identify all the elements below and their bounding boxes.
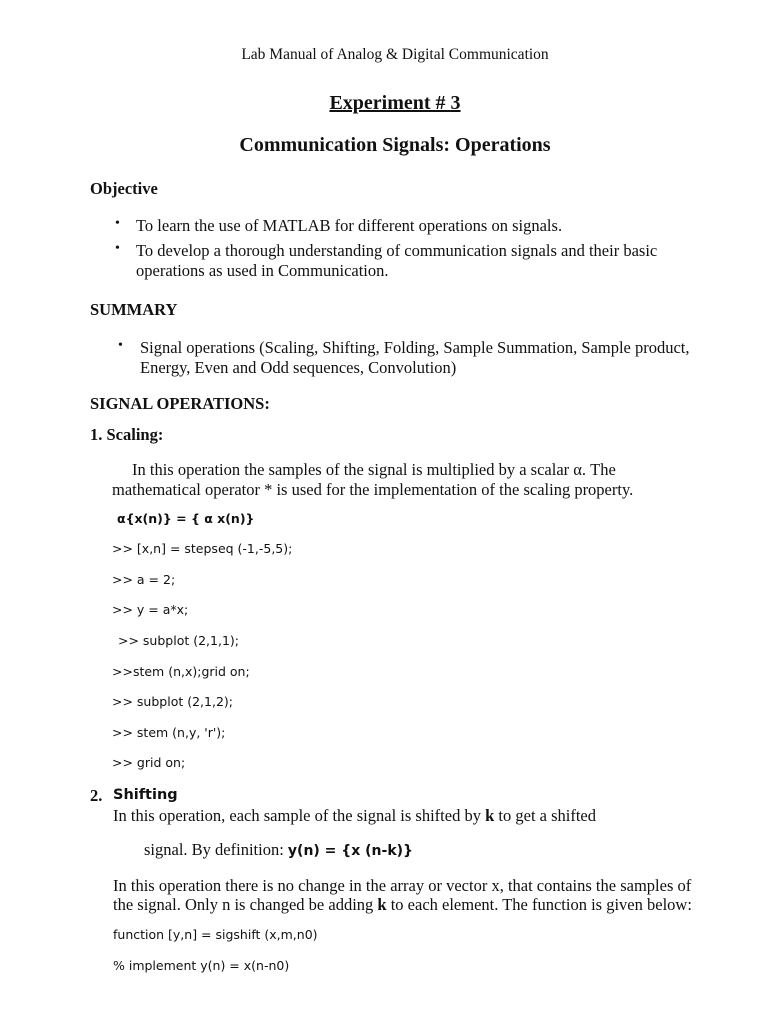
code-line: >> [x,n] = stepseq (-1,-5,5); [112, 541, 293, 556]
objective-bullet-2-line2: operations as used in Communication. [136, 261, 389, 280]
code-line: >> grid on; [112, 755, 186, 770]
scaling-formula: α{x(n)} = { α x(n)} [117, 511, 255, 526]
code-line: >> subplot (2,1,2); [112, 694, 233, 709]
text-run: to each element. The function is given below: [386, 895, 692, 914]
shifting-heading: Shifting [113, 787, 178, 803]
text-run: In this operation, each sample of the signal is shifted by [113, 806, 486, 825]
code-line: >> a = 2; [112, 572, 176, 587]
scaling-paragraph-line1: In this operation the samples of the signal is multiplied by a scalar α. The [132, 460, 616, 479]
text-run: to get a shifted [494, 806, 597, 825]
code-line: function [y,n] = sigshift (x,m,n0) [113, 927, 318, 942]
shifting-paragraph-2-line1: In this operation there is no change in the array or vector x, that contains the samples of [113, 876, 692, 895]
code-line: >> y = a*x; [112, 602, 189, 617]
symbol-k: k [485, 806, 495, 825]
objective-bullet-1: To learn the use of MATLAB for different operations on signals. [136, 216, 563, 235]
code-line: >> subplot (2,1,1); [118, 633, 239, 648]
running-header: Lab Manual of Analog & Digital Communication [241, 46, 549, 63]
code-line: % implement y(n) = x(n-n0) [113, 958, 290, 973]
shifting-paragraph-2-line2 [113, 895, 692, 915]
signal-operations-heading: SIGNAL OPERATIONS: [90, 394, 270, 413]
text-run: signal. By definition: [144, 840, 288, 859]
code-line: >>stem (n,x);grid on; [112, 664, 250, 679]
bullet-icon: • [115, 241, 120, 256]
bullet-icon: • [118, 338, 123, 353]
document-title: Communication Signals: Operations [239, 134, 551, 156]
scaling-heading: 1. Scaling: [90, 425, 164, 444]
experiment-number: 3 [450, 92, 461, 114]
objective-heading: Objective [90, 179, 158, 198]
experiment-heading [0, 92, 768, 115]
scaling-paragraph-line2: mathematical operator * is used for the implementation of the scaling property. [112, 480, 634, 499]
bullet-icon: • [115, 216, 120, 231]
symbol-k: k [377, 895, 387, 914]
summary-heading: SUMMARY [90, 300, 178, 319]
objective-bullet-2-line1: To develop a thorough understanding of communication signals and their basic [136, 241, 658, 260]
shifting-paragraph-1-line2 [144, 840, 413, 860]
text-run: the signal. Only n is changed be adding [113, 895, 378, 914]
experiment-prefix: Experiment # [329, 92, 451, 114]
summary-bullet-line2: Energy, Even and Odd sequences, Convolution) [140, 358, 457, 377]
shifting-number: 2. [90, 786, 103, 805]
shifting-paragraph-1-line1 [113, 806, 596, 826]
summary-bullet-line1: Signal operations (Scaling, Shifting, Folding, Sample Summation, Sample product, [140, 338, 690, 357]
code-line: >> stem (n,y, 'r'); [112, 725, 226, 740]
shifting-formula: y(n) = {x (n-k)} [287, 843, 414, 859]
